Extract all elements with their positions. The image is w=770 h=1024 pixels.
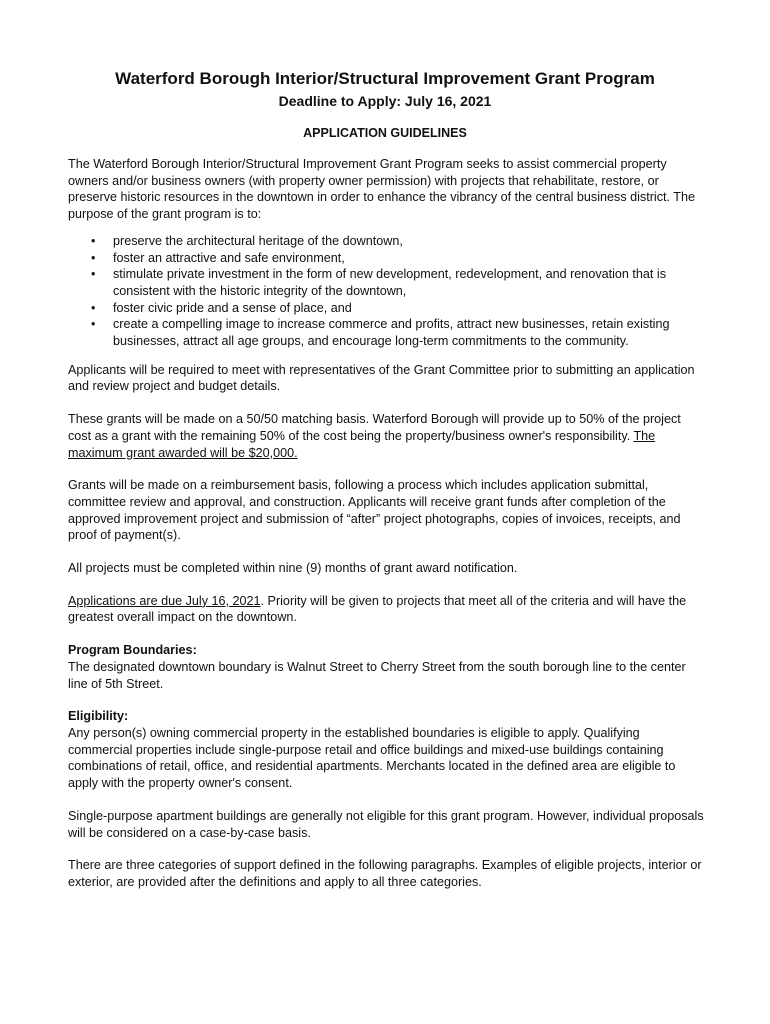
max-grant-text: The maximum grant awarded will be $20,000. xyxy=(68,428,656,460)
due-date-text: Applications are due July 16, 2021 xyxy=(68,593,261,608)
purpose-list xyxy=(68,233,704,350)
categories-paragraph: There are three categories of support defined in the following paragraphs. Examples of eligible projects, interior or exterior, are provided after the definitions and apply to all three categories. xyxy=(68,858,702,889)
intro-paragraph: The Waterford Borough Interior/Structural Improvement Grant Program seeks to assist commercial property owners and/or business owners (with property owner permission) with projects that rehabilitate, restore, or preserve historic resources in the downtown in order to enhance the vibrancy of the central business district. The purpose of the grant program is to: xyxy=(68,157,695,222)
document-title: Waterford Borough Interior/Structural Improvement Grant Program xyxy=(115,69,655,88)
deadline-subtitle: Deadline to Apply: July 16, 2021 xyxy=(278,93,492,109)
document-body xyxy=(68,156,704,907)
boundaries-section xyxy=(68,642,704,692)
purpose-item: • stimulate private investment in the form of new development, redevelopment, and renovation that is consistent with the historic integrity of the downtown, xyxy=(113,266,704,299)
boundaries-text: The designated downtown boundary is Walnut Street to Cherry Street from the south borough line to the center line of 5th Street. xyxy=(68,659,686,691)
matching-paragraph xyxy=(68,411,704,461)
eligibility-text: Any person(s) owning commercial property in the established boundaries is eligible to apply. Qualifying commercial properties include single-purpose retail and office buildings and mixed-use buildings containing combinations of retail, office, and residential apartments. Merchants located in the defined area are eligible to apply with the property owner's consent. xyxy=(68,725,676,791)
purpose-item: • foster civic pride and a sense of place, and xyxy=(113,300,704,317)
due-paragraph xyxy=(68,593,704,626)
applicants-paragraph: Applicants will be required to meet with representatives of the Grant Committee prior to submitting an application and review project and budget details. xyxy=(68,362,695,394)
eligibility-section xyxy=(68,708,704,792)
purpose-item: • create a compelling image to increase commerce and profits, attract new businesses, retain existing businesses, attract all age groups, and encourage long-term commitments to the community. xyxy=(113,316,704,349)
eligibility-heading: Eligibility: xyxy=(68,709,129,724)
matching-text: These grants will be made on a 50/50 matching basis. Waterford Borough will provide up to 50% of the project cost as a grant with the remaining 50% of the cost being the property/business owner's responsibility. xyxy=(68,412,681,443)
guidelines-heading: APPLICATION GUIDELINES xyxy=(303,126,467,140)
reimbursement-paragraph: Grants will be made on a reimbursement basis, following a process which includes application submittal, committee review and approval, and construction. Applicants will receive grant funds after completion of the approved improvement project and submission of “after” project photographs, copies of invoices, receipts, and proof of payment(s). xyxy=(68,478,681,543)
due-rest-text: . Priority will be given to projects that meet all of the criteria and will have the greatest overall impact on the downtown. xyxy=(68,593,687,625)
purpose-item: • foster an attractive and safe environment, xyxy=(113,250,704,267)
apartments-paragraph: Single-purpose apartment buildings are generally not eligible for this grant program. However, individual proposals will be considered on a case-by-case basis. xyxy=(68,808,704,840)
purpose-item: • preserve the architectural heritage of the downtown, xyxy=(113,233,704,250)
boundaries-heading: Program Boundaries: xyxy=(68,643,197,658)
completion-paragraph: All projects must be completed within nine (9) months of grant award notification. xyxy=(68,561,518,576)
